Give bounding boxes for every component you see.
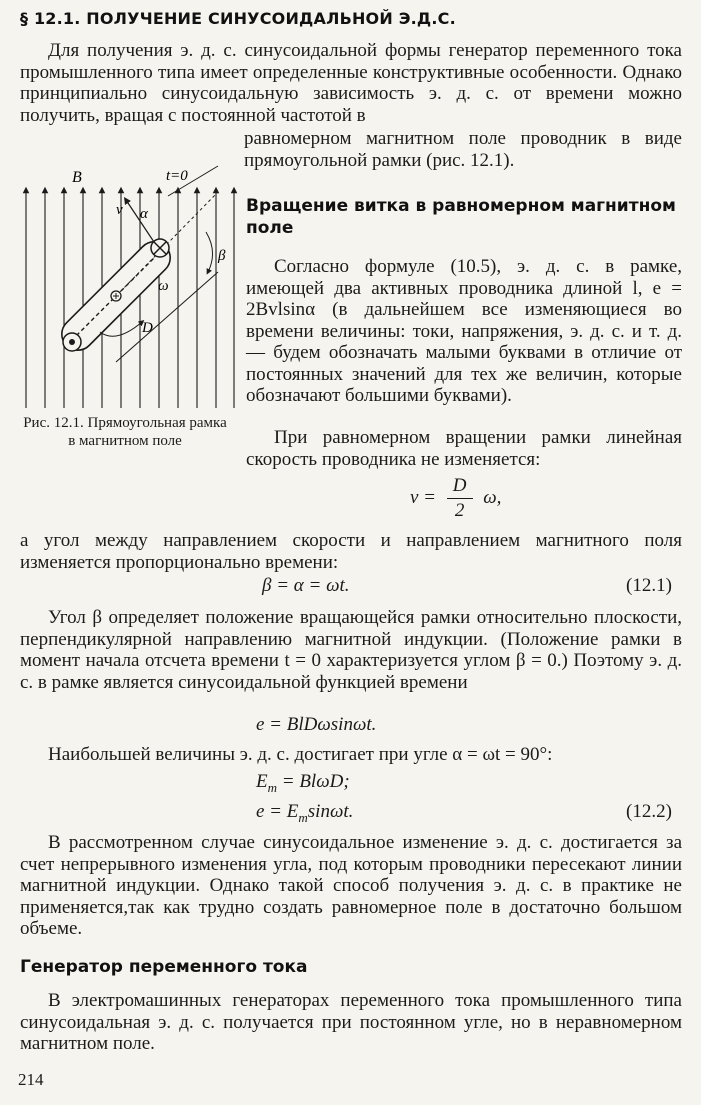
equation-em: [256, 771, 350, 796]
paragraph-formula: Согласно формуле (10.5), э. д. с. в рамке, имеющей два активных проводника длиной l, e = 2Bvlsinα (в дальнейшем все изменяющиеся во времени величины: токи, напряжения, э. д. с. и т. д. — будем обозначать малыми буквами в отличие от постоянных значений для тех же величин, которые обозначают большими буквами).: [246, 256, 682, 406]
paragraph-intro-continued: равномерном магнитном поле проводник в виде прямоугольной рамки (рис. 12.1).: [244, 128, 682, 171]
eq-e2-sub: m: [298, 809, 308, 825]
eq-v-numerator: D: [447, 474, 473, 499]
eq-em-lhs: E: [256, 771, 268, 792]
conductor-dot-out: [63, 333, 81, 351]
figure-rotating-frame: [18, 162, 240, 412]
frame-drawing: [55, 166, 218, 362]
equation-emf: e = BlDωsinωt.: [256, 714, 377, 735]
paragraph-max-emf: Наибольшей величины э. д. с. достигает при угле α = ωt = 90°:: [48, 744, 553, 765]
eq-v-denominator: 2: [454, 500, 465, 521]
label-D: D: [142, 320, 153, 336]
beta-arc: [206, 232, 213, 272]
equation-number-12-2: (12.2): [626, 801, 672, 822]
subheading-generator: Генератор переменного тока: [20, 957, 308, 977]
paragraph-generator: В электромашинных генераторах переменного тока промышленного типа синусоидальная э. д. с. получается при постоянном угле, но в неравномерном магнитном поле.: [20, 990, 682, 1054]
equation-number-12-1: (12.1): [626, 575, 672, 596]
label-omega: ω: [158, 278, 169, 294]
page-number: 214: [18, 1070, 44, 1089]
label-v: v: [116, 202, 123, 218]
label-t0: t=0: [166, 168, 188, 184]
label-alpha: α: [140, 206, 148, 222]
section-title: § 12.1. ПОЛУЧЕНИЕ СИНУСОИДАЛЬНОЙ Э.Д.С.: [20, 9, 456, 28]
paragraph-conclusion: В рассмотренном случае синусоидальное изменение э. д. с. достигается за счет непрерывного изменения угла, под которым проводники пересекают линии магнитной индукции. Однако такой способ получения э. д. с. в практике не применяется,так как трудно создать равномерное поле в достаточно большом объеме.: [20, 832, 682, 939]
figure-caption: Рис. 12.1. Прямоугольная рамка в магнитном поле: [23, 415, 227, 449]
eq-e2-lhs: e = E: [256, 801, 299, 822]
subheading-rotation: Вращение витка в равномерном магнитном поле: [246, 196, 676, 238]
eq-v-lhs: v =: [410, 486, 437, 508]
label-beta: β: [218, 248, 226, 264]
axis-center: [111, 291, 121, 301]
eq-v-fraction: [447, 474, 473, 523]
equation-velocity: [410, 474, 501, 523]
eq-em-sub: m: [267, 779, 277, 795]
equation-beta: β = α = ωt.: [262, 575, 350, 596]
eq-v-rhs: ω,: [483, 486, 502, 508]
paragraph-beta-position: Угол β определяет положение вращающейся рамки относительно плоскости, перпендикулярной направлению магнитной индукции. (Положение рамки в момент начала отсчета времени t = 0 характеризуется углом β = 0.) Поэтому э. д. с. в рамке является синусоидальной функцией времени: [20, 607, 682, 693]
paragraph-angle: а угол между направлением скорости и направлением магнитного поля изменяется пропорционально времени:: [20, 530, 682, 573]
label-B: B: [72, 169, 82, 186]
eq-e2-rhs: sinωt.: [307, 801, 354, 822]
paragraph-intro: Для получения э. д. с. синусоидальной формы генератор переменного тока промышленного типа имеет определенные конструктивные особенности. Однако принципиально синусоидальную зависимость э. д. с. от времени можно получить, вращая с постоянной частотой в: [20, 40, 682, 126]
paragraph-velocity: При равномерном вращении рамки линейная скорость проводника не изменяется:: [246, 427, 682, 470]
eq-em-rhs: = BlωD;: [277, 771, 350, 792]
conductor-cross-in: [151, 239, 169, 257]
equation-e-sin: [256, 801, 353, 826]
